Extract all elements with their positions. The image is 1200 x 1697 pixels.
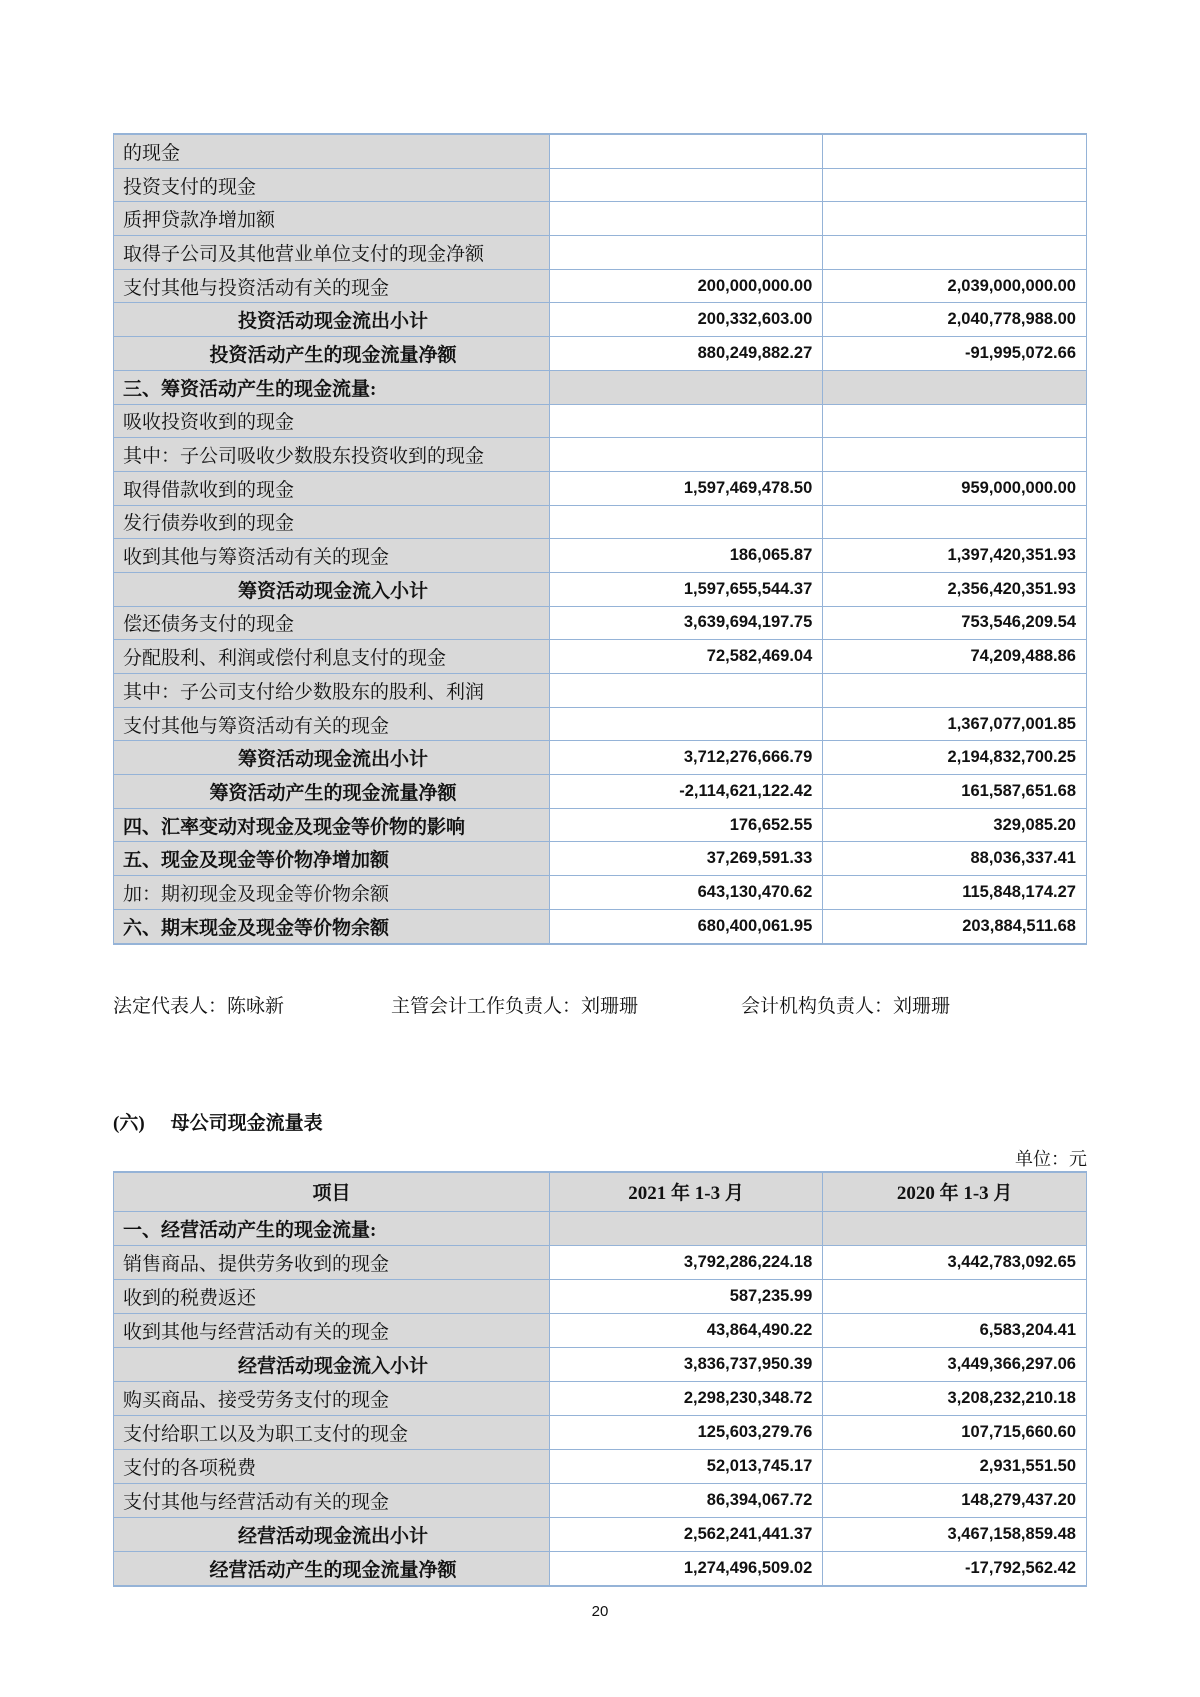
value-2021: 200,332,603.00 xyxy=(549,303,822,337)
row-label: 筹资活动现金流入小计 xyxy=(114,572,550,606)
table-row xyxy=(114,168,1087,202)
value-2020: 2,194,832,700.25 xyxy=(823,741,1087,775)
value-2021: 643,130,470.62 xyxy=(549,876,822,910)
row-label: 五、现金及现金等价物净增加额 xyxy=(114,842,550,876)
row-label: 一、经营活动产生的现金流量: xyxy=(114,1211,550,1245)
value-2021: 1,597,655,544.37 xyxy=(549,572,822,606)
table-row xyxy=(114,505,1087,539)
value-2021: 2,298,230,348.72 xyxy=(549,1381,822,1415)
table-row xyxy=(114,337,1087,371)
row-label: 收到的税费返还 xyxy=(114,1279,550,1313)
value-2020: 161,587,651.68 xyxy=(823,775,1087,809)
table-row xyxy=(114,707,1087,741)
row-label: 经营活动现金流出小计 xyxy=(114,1517,550,1551)
value-2020: 2,931,551.50 xyxy=(823,1449,1087,1483)
value-2020 xyxy=(823,168,1087,202)
value-2021: 72,582,469.04 xyxy=(549,640,822,674)
row-label: 支付其他与筹资活动有关的现金 xyxy=(114,707,550,741)
table-header-row xyxy=(114,1172,1087,1212)
value-2021: 880,249,882.27 xyxy=(549,337,822,371)
row-label: 投资活动现金流出小计 xyxy=(114,303,550,337)
table-row xyxy=(114,741,1087,775)
table-row xyxy=(114,1381,1087,1415)
table-row xyxy=(114,202,1087,236)
value-2020 xyxy=(823,505,1087,539)
section-heading xyxy=(113,1113,1087,1135)
value-2021: 125,603,279.76 xyxy=(549,1415,822,1449)
table-row xyxy=(114,775,1087,809)
value-2020: 74,209,488.86 xyxy=(823,640,1087,674)
row-label: 取得借款收到的现金 xyxy=(114,471,550,505)
table-row xyxy=(114,572,1087,606)
value-2020 xyxy=(823,370,1087,404)
table-row xyxy=(114,1347,1087,1381)
table-row xyxy=(114,236,1087,270)
value-2020 xyxy=(823,438,1087,472)
value-2020: 2,040,778,988.00 xyxy=(823,303,1087,337)
value-2021: 1,274,496,509.02 xyxy=(549,1551,822,1586)
value-2020: -17,792,562.42 xyxy=(823,1551,1087,1586)
row-label: 取得子公司及其他营业单位支付的现金净额 xyxy=(114,236,550,270)
table2-head xyxy=(114,1172,1087,1212)
value-2021: 587,235.99 xyxy=(549,1279,822,1313)
value-2020: 959,000,000.00 xyxy=(823,471,1087,505)
value-2020 xyxy=(823,236,1087,270)
value-2021: 43,864,490.22 xyxy=(549,1313,822,1347)
value-2021 xyxy=(549,370,822,404)
table-row xyxy=(114,1449,1087,1483)
column-header-item: 项目 xyxy=(114,1172,550,1212)
column-header-period-1: 2021 年 1-3 月 xyxy=(549,1172,822,1212)
value-2020: -91,995,072.66 xyxy=(823,337,1087,371)
row-label: 筹资活动现金流出小计 xyxy=(114,741,550,775)
row-label: 质押贷款净增加额 xyxy=(114,202,550,236)
row-label: 经营活动现金流入小计 xyxy=(114,1347,550,1381)
value-2021 xyxy=(549,505,822,539)
row-label: 三、筹资活动产生的现金流量: xyxy=(114,370,550,404)
value-2020: 329,085.20 xyxy=(823,808,1087,842)
table-row xyxy=(114,606,1087,640)
value-2020: 88,036,337.41 xyxy=(823,842,1087,876)
row-label: 加：期初现金及现金等价物余额 xyxy=(114,876,550,910)
table-row xyxy=(114,303,1087,337)
value-2021: 37,269,591.33 xyxy=(549,842,822,876)
value-2020: 1,397,420,351.93 xyxy=(823,539,1087,573)
value-2021: 86,394,067.72 xyxy=(549,1483,822,1517)
value-2020 xyxy=(823,1211,1087,1245)
table-row xyxy=(114,1517,1087,1551)
value-2021: 3,836,737,950.39 xyxy=(549,1347,822,1381)
value-2020: 2,039,000,000.00 xyxy=(823,269,1087,303)
table-row xyxy=(114,876,1087,910)
parent-company-cash-flow-table xyxy=(113,1171,1087,1587)
value-2021 xyxy=(549,438,822,472)
table-row xyxy=(114,1245,1087,1279)
consolidated-cash-flow-table-continued xyxy=(113,133,1087,945)
section-title: 母公司现金流量表 xyxy=(170,1112,323,1134)
value-2020: 3,442,783,092.65 xyxy=(823,1245,1087,1279)
row-label: 投资活动产生的现金流量净额 xyxy=(114,337,550,371)
value-2021: 680,400,061.95 xyxy=(549,909,822,943)
value-2021 xyxy=(549,707,822,741)
unit-label: 单位：元 xyxy=(1015,1148,1087,1169)
value-2021: 3,792,286,224.18 xyxy=(549,1245,822,1279)
value-2021: 186,065.87 xyxy=(549,539,822,573)
row-label: 销售商品、提供劳务收到的现金 xyxy=(114,1245,550,1279)
table1-body xyxy=(114,134,1087,944)
value-2021 xyxy=(549,168,822,202)
value-2020: 3,449,366,297.06 xyxy=(823,1347,1087,1381)
table-row xyxy=(114,1211,1087,1245)
value-2021 xyxy=(549,674,822,708)
row-label: 偿还债务支付的现金 xyxy=(114,606,550,640)
table-row xyxy=(114,269,1087,303)
table-row xyxy=(114,1313,1087,1347)
row-label: 支付给职工以及为职工支付的现金 xyxy=(114,1415,550,1449)
table-row xyxy=(114,674,1087,708)
value-2020 xyxy=(823,404,1087,438)
value-2021 xyxy=(549,134,822,168)
value-2021 xyxy=(549,236,822,270)
chief-accountant-signature: 主管会计工作负责人：刘珊珊 xyxy=(391,995,639,1017)
table-row xyxy=(114,1415,1087,1449)
value-2020: 3,467,158,859.48 xyxy=(823,1517,1087,1551)
row-label: 的现金 xyxy=(114,134,550,168)
value-2020: 1,367,077,001.85 xyxy=(823,707,1087,741)
table-row xyxy=(114,539,1087,573)
value-2021: 1,597,469,478.50 xyxy=(549,471,822,505)
value-2020: 203,884,511.68 xyxy=(823,909,1087,943)
value-2021 xyxy=(549,1211,822,1245)
value-2021 xyxy=(549,202,822,236)
value-2020 xyxy=(823,134,1087,168)
value-2020 xyxy=(823,202,1087,236)
row-label: 吸收投资收到的现金 xyxy=(114,404,550,438)
row-label: 投资支付的现金 xyxy=(114,168,550,202)
value-2021: 2,562,241,441.37 xyxy=(549,1517,822,1551)
value-2020: 3,208,232,210.18 xyxy=(823,1381,1087,1415)
table2-body xyxy=(114,1211,1087,1586)
value-2021 xyxy=(549,404,822,438)
value-2021: 3,712,276,666.79 xyxy=(549,741,822,775)
value-2021: 176,652.55 xyxy=(549,808,822,842)
value-2020: 6,583,204.41 xyxy=(823,1313,1087,1347)
table-row xyxy=(114,370,1087,404)
row-label: 支付的各项税费 xyxy=(114,1449,550,1483)
row-label: 经营活动产生的现金流量净额 xyxy=(114,1551,550,1586)
value-2021: -2,114,621,122.42 xyxy=(549,775,822,809)
value-2020: 148,279,437.20 xyxy=(823,1483,1087,1517)
table-row xyxy=(114,438,1087,472)
row-label: 支付其他与经营活动有关的现金 xyxy=(114,1483,550,1517)
row-label: 其中：子公司吸收少数股东投资收到的现金 xyxy=(114,438,550,472)
row-label: 收到其他与筹资活动有关的现金 xyxy=(114,539,550,573)
row-label: 支付其他与投资活动有关的现金 xyxy=(114,269,550,303)
accounting-dept-head-signature: 会计机构负责人：刘珊珊 xyxy=(741,995,951,1017)
page-number: 20 xyxy=(591,1602,609,1620)
value-2020 xyxy=(823,674,1087,708)
table-row xyxy=(114,909,1087,943)
value-2021: 200,000,000.00 xyxy=(549,269,822,303)
row-label: 分配股利、利润或偿付利息支付的现金 xyxy=(114,640,550,674)
value-2020: 115,848,174.27 xyxy=(823,876,1087,910)
legal-representative-signature: 法定代表人：陈咏新 xyxy=(113,995,285,1017)
table-row xyxy=(114,1551,1087,1586)
row-label: 筹资活动产生的现金流量净额 xyxy=(114,775,550,809)
row-label: 其中：子公司支付给少数股东的股利、利润 xyxy=(114,674,550,708)
row-label: 收到其他与经营活动有关的现金 xyxy=(114,1313,550,1347)
value-2021: 3,639,694,197.75 xyxy=(549,606,822,640)
row-label: 发行债券收到的现金 xyxy=(114,505,550,539)
table-row xyxy=(114,808,1087,842)
value-2020: 753,546,209.54 xyxy=(823,606,1087,640)
row-label: 六、期末现金及现金等价物余额 xyxy=(114,909,550,943)
table-row xyxy=(114,134,1087,168)
value-2020: 2,356,420,351.93 xyxy=(823,572,1087,606)
table-row xyxy=(114,1279,1087,1313)
signature-line xyxy=(113,995,1087,1019)
section-index: (六) xyxy=(113,1112,145,1134)
column-header-period-2: 2020 年 1-3 月 xyxy=(823,1172,1087,1212)
value-2021: 52,013,745.17 xyxy=(549,1449,822,1483)
value-2020: 107,715,660.60 xyxy=(823,1415,1087,1449)
row-label: 购买商品、接受劳务支付的现金 xyxy=(114,1381,550,1415)
table-row xyxy=(114,1483,1087,1517)
table-row xyxy=(114,404,1087,438)
row-label: 四、汇率变动对现金及现金等价物的影响 xyxy=(114,808,550,842)
table-row xyxy=(114,640,1087,674)
value-2020 xyxy=(823,1279,1087,1313)
table-row xyxy=(114,842,1087,876)
table-row xyxy=(114,471,1087,505)
